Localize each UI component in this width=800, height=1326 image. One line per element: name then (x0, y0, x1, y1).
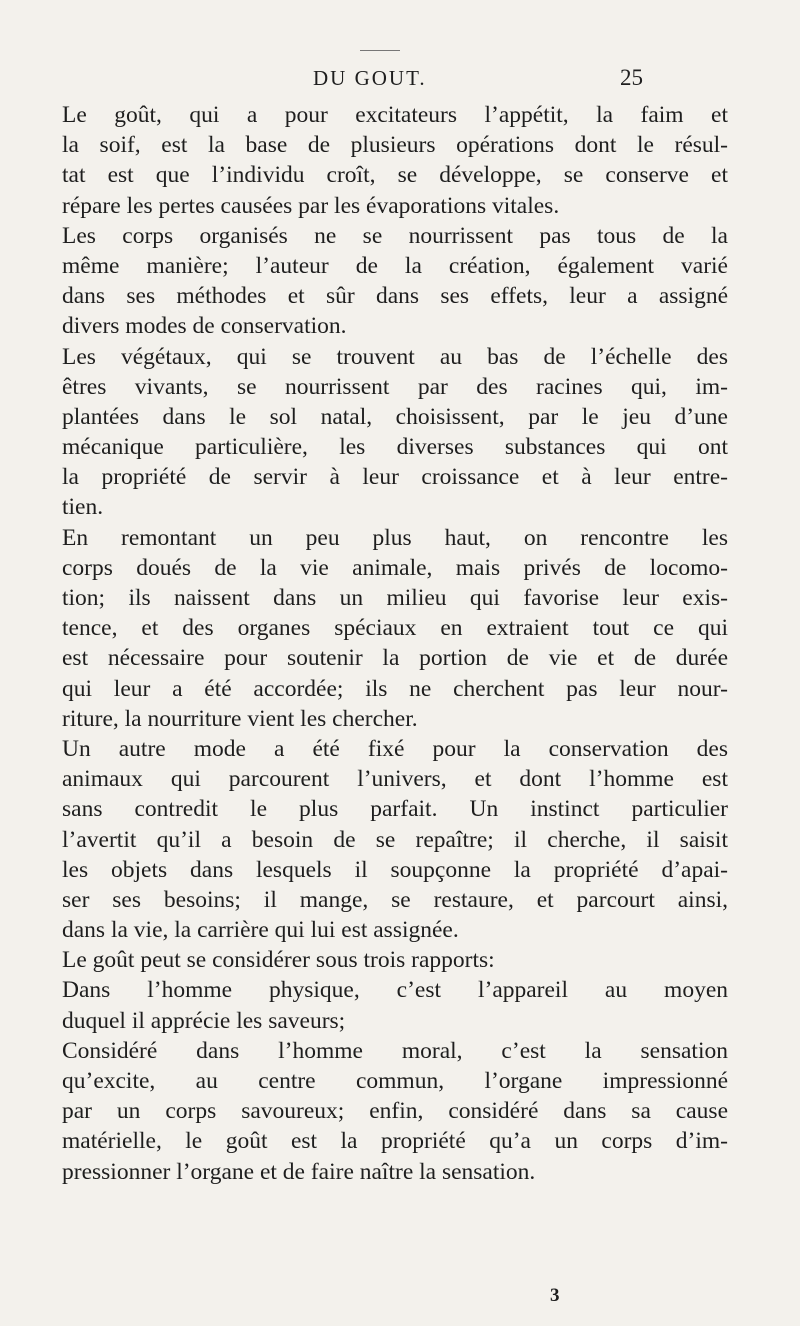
text-line: Les végétaux, qui se trouvent au bas de l’échelle des (62, 343, 728, 370)
text-line: dans ses méthodes et sûr dans ses effets, leur a assigné (62, 283, 728, 310)
text-line: la soif, est la base de plusieurs opérations dont le résul- (62, 132, 728, 159)
text-line: Le goût, qui a pour excitateurs l’appétit, la faim et (62, 102, 728, 128)
text-line: ser ses besoins; il mange, se restaure, et parcourt ainsi, (62, 886, 728, 913)
text-line: sans contredit le plus parfait. Un instinct particulier (62, 796, 728, 823)
text-line: tion; ils naissent dans un milieu qui favorise leur exis- (62, 585, 728, 611)
text-line: tence, et des organes spéciaux en extraient tout ce qui (62, 615, 728, 642)
text-line: Un autre mode a été fixé pour la conservation des (62, 735, 728, 762)
text-line: Considéré dans l’homme moral, c’est la sensation (62, 1037, 728, 1064)
text-line: divers modes de conservation. (62, 313, 347, 340)
text-line: dans la vie, la carrière qui lui est assignée. (62, 917, 459, 944)
text-line: mécanique particulière, les diverses substances qui ont (62, 434, 728, 461)
body-text (62, 100, 728, 1187)
text-line: pressionner l’organe et de faire naître la sensation. (62, 1158, 536, 1185)
text-line: Le goût peut se considérer sous trois rapports: (62, 947, 495, 974)
text-line: par un corps savoureux; enfin, considéré dans sa cause (62, 1098, 728, 1125)
text-line: même manière; l’auteur de la création, également varié (62, 252, 728, 279)
text-line: la propriété de servir à leur croissance et à leur entre- (62, 464, 728, 491)
text-line: les objets dans lesquels il soupçonne la propriété d’apai- (62, 856, 728, 883)
page-number: 25 (620, 65, 643, 90)
text-line: l’avertit qu’il a besoin de se repaître; il cherche, il saisit (62, 826, 728, 853)
text-line: duquel il apprécie les saveurs; (62, 1007, 346, 1034)
text-line: qu’excite, au centre commun, l’organe impressionné (62, 1068, 728, 1094)
text-line: êtres vivants, se nourrissent par des racines qui, im- (62, 373, 728, 400)
text-line: animaux qui parcourent l’univers, et dont l’homme est (62, 766, 728, 793)
text-line: répare les pertes causées par les évaporations vitales. (62, 192, 560, 219)
signature-mark: 3 (550, 1285, 560, 1306)
header-ornament-rule (360, 50, 400, 51)
text-line: plantées dans le sol natal, choisissent, par le jeu d’une (62, 403, 728, 430)
text-line: En remontant un peu plus haut, on rencontre les (62, 524, 728, 551)
text-line: est nécessaire pour soutenir la portion de vie et de durée (62, 645, 728, 672)
running-head (0, 64, 800, 94)
text-line: matérielle, le goût est la propriété qu’a un corps d’im- (62, 1128, 728, 1155)
text-line: Les corps organisés ne se nourrissent pas tous de la (62, 222, 728, 249)
running-title: DU GOUT. (313, 66, 427, 90)
text-line: tien. (62, 494, 104, 521)
text-line: tat est que l’individu croît, se développe, se conserve et (62, 162, 728, 189)
text-line: corps doués de la vie animale, mais privés de locomo- (62, 554, 728, 581)
text-line: riture, la nourriture vient les chercher. (62, 705, 418, 732)
text-line: Dans l’homme physique, c’est l’appareil au moyen (62, 977, 728, 1004)
text-line: qui leur a été accordée; ils ne cherchent pas leur nour- (62, 675, 728, 702)
